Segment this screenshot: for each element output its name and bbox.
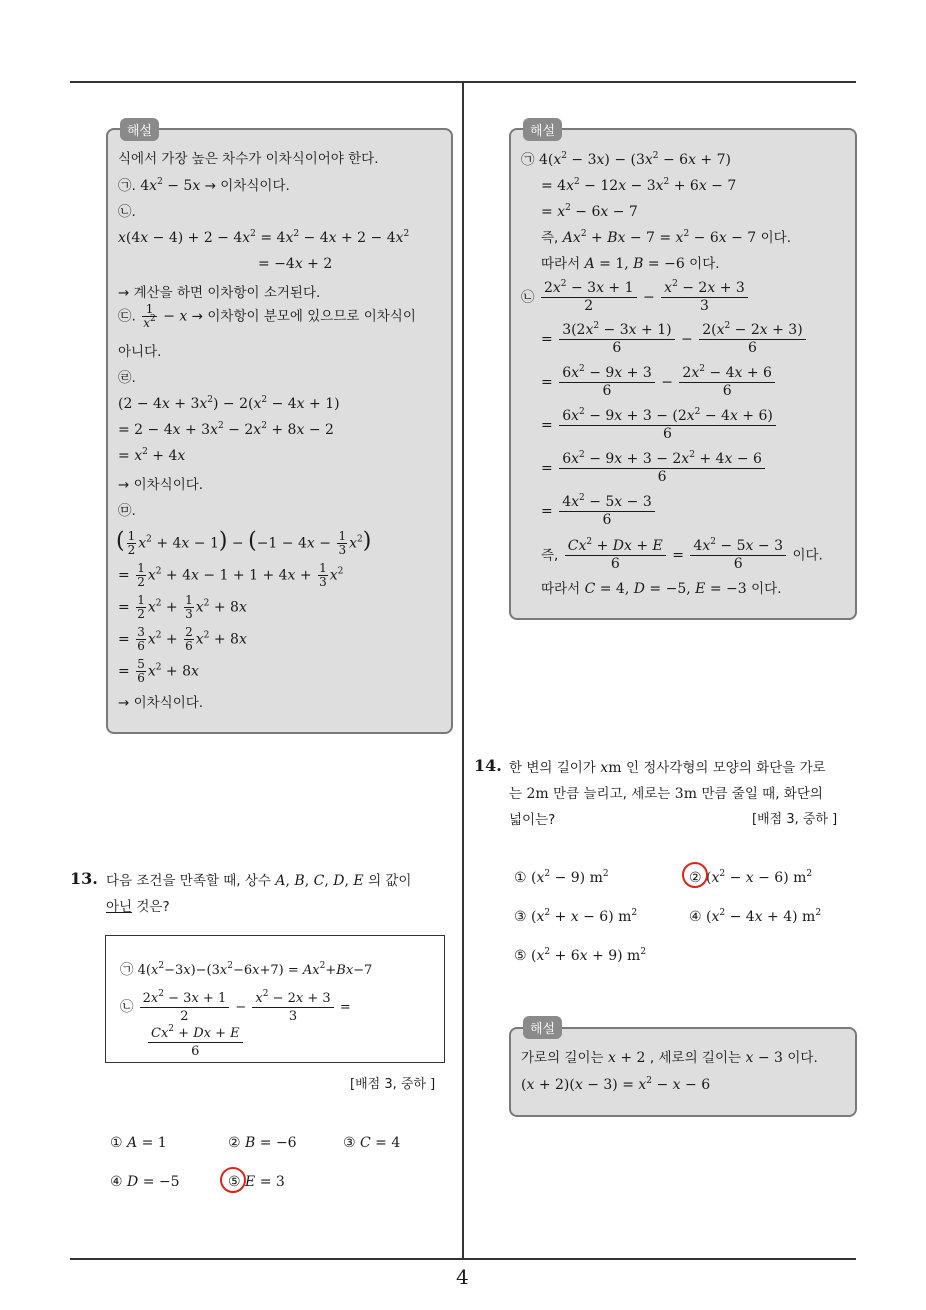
solution-label: 해설	[523, 1016, 562, 1039]
q13-choice-2[interactable]: ② B = −6	[228, 1135, 297, 1151]
right-sol-b-eq5: = $\frac{6x^2 - 9x + 3 - 2x^2 + 4x - 6}{6}$	[541, 451, 767, 486]
q14-choice-3[interactable]: ③ $(x^2 + x - 6)$ $m^2$	[514, 908, 638, 925]
q14-solution-box	[509, 1027, 857, 1117]
right-sol-b-eq4: = $\frac{6x^2 - 9x + 3 - (2x^2 - 4x + 6)}{6}$	[541, 408, 778, 443]
left-sol-b-eq1: $x(4x - 4) + 2 - 4x^2 = 4x^2 - 4x + 2 - 4x^2$	[118, 229, 410, 246]
left-sol-c-text2: 아니다.	[118, 344, 162, 360]
bottom-rule	[70, 1258, 856, 1260]
column-divider	[462, 82, 464, 1260]
q13-choice-3[interactable]: ③ C = 4	[343, 1135, 401, 1151]
q14-choice-1[interactable]: ① $(x^2 - 9)$ $m^2$	[514, 869, 609, 886]
q14-number: 14.	[474, 756, 502, 775]
right-sol-b-so: 즉, $\frac{Cx^2 + Dx + E}{6}$ = $\frac{4x^2 - 5x - 3}{6}$ 이다.	[541, 537, 823, 572]
q14-sol-line1: 가로의 길이는 x + 2 , 세로의 길이는 x − 3 이다.	[521, 1050, 818, 1066]
q13-choice-1[interactable]: ① A = 1	[110, 1135, 167, 1151]
left-sol-e-eq4: = $\frac{3}{6}$ $x^2$ + $\frac{2}{6}$ $x^2 + 8x$	[118, 625, 247, 653]
left-sol-d-label: ㉣.	[118, 370, 136, 386]
q13-text-line1: 다음 조건을 만족할 때, 상수 A, B, C, D, E 의 값이	[106, 873, 412, 889]
q14-choice-4[interactable]: ④ $(x^2 - 4x + 4)$ $m^2$	[689, 908, 822, 925]
left-sol-e-eq5: = $\frac{5}{6}$ $x^2 + 8x$	[118, 657, 199, 685]
q14-text-line3: 넓이는?	[509, 812, 556, 828]
left-sol-e-eq3: = $\frac{1}{2}$ $x^2$ + $\frac{1}{3}$ $x^2 + 8x$	[118, 593, 247, 621]
q13-condition-a: ㉠ $4(x^2-3x)-(3x^2-6x+7) = Ax^2+Bx-7$	[120, 961, 373, 978]
q13-number: 13.	[70, 869, 98, 888]
q13-selected-mark	[220, 1167, 246, 1193]
left-sol-a: ㉠. $4x^2 - 5x$ → 이차식이다.	[118, 177, 290, 194]
left-sol-e-eq1: ( $\frac{1}{2}$ $x^2 + 4x - 1) - (-1 - 4x$ − $\frac{1}{3}$ $x^2$)	[116, 528, 372, 557]
left-sol-d-eq1: $(2 - 4x + 3x^2) - 2(x^2 - 4x + 1)$	[118, 395, 340, 412]
q13-condition-b: ㉡ $\frac{2x^2 - 3x + 1}{2}$ − $\frac{x^2 - 2x + 3}{3}$ =	[120, 989, 351, 1024]
left-sol-e-eq2: = $\frac{1}{2}$ $x^2 + 4x - 1 + 1 + 4x$ + $\frac{1}{3}$ $x^2$	[118, 561, 344, 589]
left-sol-b-text: → 계산을 하면 이차항이 소거된다.	[118, 285, 321, 301]
q14-sol-line2: $(x + 2)(x - 3) = x^2 - x - 6$	[521, 1076, 711, 1093]
left-sol-c: ㉢. $\frac{1}{x^2}$ − x → 이차항이 분모에 있으므로 이차식이	[118, 302, 416, 330]
right-sol-b-eq1: ㉡ $\frac{2x^2 - 3x + 1}{2}$ − $\frac{x^2 - 2x + 3}{3}$	[521, 280, 750, 315]
left-sol-e-text: → 이차식이다.	[118, 695, 204, 711]
q13-choice-4[interactable]: ④ D = −5	[110, 1174, 180, 1190]
left-sol-d-eq3: = $x^2 + 4x$	[118, 447, 186, 464]
solution-label: 해설	[120, 118, 159, 141]
q14-selected-mark	[682, 862, 708, 888]
right-sol-b-eq3: = $\frac{6x^2 - 9x + 3}{6}$ − $\frac{2x^2 - 4x + 6}{6}$	[541, 365, 777, 400]
q14-choice-5[interactable]: ⑤ $(x^2 + 6x + 9)$ $m^2$	[514, 947, 647, 964]
q13-meta: [배점 3, 중하 ]	[350, 1077, 436, 1092]
q14-text-line2: 는 2m 만큼 늘리고, 세로는 3m 만큼 줄일 때, 화단의	[509, 786, 823, 802]
q13-choice-5[interactable]: ⑤ E = 3	[228, 1174, 285, 1190]
left-sol-d-eq2: = $2 - 4x + 3x^2 - 2x^2 + 8x - 2$	[118, 421, 334, 438]
q13-text-line2: 아닌 것은?	[106, 899, 170, 915]
left-sol-b-eq2: = −4x + 2	[258, 256, 333, 272]
solution-label: 해설	[523, 118, 562, 141]
right-sol-b-eq6: = $\frac{4x^2 - 5x - 3}{6}$	[541, 494, 657, 529]
page-number: 4	[456, 1265, 469, 1289]
q14-choice-2[interactable]: ② $(x^2 - x - 6)$ $m^2$	[689, 869, 813, 886]
right-sol-a-eq1: ㉠ $4(x^2 - 3x) - (3x^2 - 6x + 7)$	[521, 151, 731, 168]
q13-condition-b-rhs: $\frac{Cx^2 + Dx + E}{6}$	[146, 1025, 245, 1060]
left-sol-b-label: ㉡.	[118, 204, 136, 220]
right-sol-a-answer: 따라서 A = 1, B = −6 이다.	[541, 256, 720, 272]
right-sol-b-answer: 따라서 C = 4, D = −5, E = −3 이다.	[541, 581, 782, 597]
left-sol-intro: 식에서 가장 높은 차수가 이차식이어야 한다.	[118, 151, 379, 167]
left-sol-e-label: ㉤.	[118, 503, 136, 519]
right-sol-a-so: 즉, $Ax^2 + Bx - 7 = x^2 - 6x - 7$ 이다.	[541, 229, 792, 246]
q14-meta: [배점 3, 중하 ]	[752, 812, 838, 827]
right-sol-a-eq3: = $x^2 - 6x - 7$	[541, 203, 638, 220]
q14-text-line1: 한 변의 길이가 xm 인 정사각형의 모양의 화단을 가로	[509, 760, 826, 776]
right-sol-b-eq2: = $\frac{3(2x^2 - 3x + 1)}{6}$ − $\frac{2(x^2 - 2x + 3)}{6}$	[541, 322, 808, 357]
right-sol-a-eq2: = $4x^2 - 12x - 3x^2 + 6x - 7$	[541, 177, 737, 194]
left-sol-d-text: → 이차식이다.	[118, 477, 204, 493]
